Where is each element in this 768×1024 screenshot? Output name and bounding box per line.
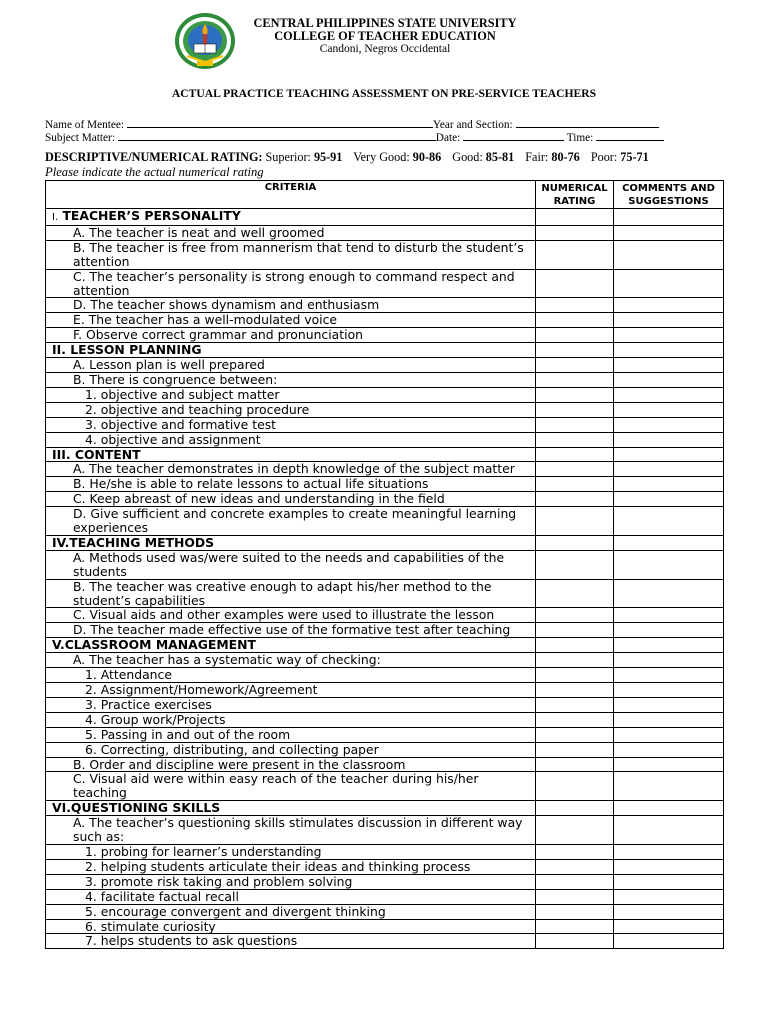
section-title-text: VI.QUESTIONING SKILLS <box>52 800 221 816</box>
numerical-rating-cell[interactable] <box>536 919 614 934</box>
criterion-text <box>46 934 536 949</box>
section-title-text: II. LESSON PLANNING <box>52 342 202 358</box>
comments-cell[interactable] <box>614 417 724 432</box>
criteria-row <box>46 477 724 492</box>
comments-cell[interactable] <box>614 387 724 402</box>
comments-cell[interactable] <box>614 874 724 889</box>
criterion-label: 3. Practice exercises <box>85 696 212 712</box>
criterion-label: D. The teacher made effective use of the formative test after teaching <box>73 622 511 638</box>
criterion-label: 5. encourage convergent and divergent thinking <box>85 903 386 919</box>
criterion-label: B. He/she is able to relate lessons to actual life situations <box>73 476 429 492</box>
criteria-row <box>46 904 724 919</box>
rating-poor-range: 75-71 <box>620 150 649 164</box>
comments-cell[interactable] <box>614 919 724 934</box>
criterion-label: A. The teacher is neat and well groomed <box>73 224 325 240</box>
criterion-label: A. The teacher demonstrates in depth knowledge of the subject matter <box>73 461 515 477</box>
criteria-row <box>46 387 724 402</box>
criterion-label: D. Give sufficient and concrete examples to create meaningful learning experiences <box>73 506 517 536</box>
criteria-row <box>46 772 724 801</box>
criteria-row <box>46 919 724 934</box>
campus-location: Candoni, Negros Occidental <box>319 43 451 55</box>
comments-cell[interactable] <box>614 712 724 727</box>
comments-cell[interactable] <box>614 358 724 373</box>
criterion-text <box>46 772 536 801</box>
criteria-row <box>46 432 724 447</box>
numerical-rating-cell[interactable] <box>536 623 614 638</box>
criteria-row <box>46 623 724 638</box>
criteria-row <box>46 608 724 623</box>
numerical-rating-cell[interactable] <box>536 343 614 358</box>
comments-cell[interactable] <box>614 801 724 816</box>
criteria-row <box>46 697 724 712</box>
criterion-label: 2. helping students articulate their ideas and thinking process <box>85 858 471 874</box>
section-header-row <box>46 801 724 816</box>
criterion-text <box>46 816 536 845</box>
rating-scale-label: DESCRIPTIVE/NUMERICAL RATING: <box>45 150 263 164</box>
college-name: COLLEGE OF TEACHER EDUCATION <box>274 29 496 43</box>
criteria-row <box>46 727 724 742</box>
numerical-rating-cell[interactable] <box>536 462 614 477</box>
comments-cell[interactable] <box>614 816 724 845</box>
comments-cell[interactable] <box>614 844 724 859</box>
numerical-rating-cell[interactable] <box>536 934 614 949</box>
criterion-label: 5. Passing in and out of the room <box>85 726 291 742</box>
year-section-blank[interactable] <box>516 118 659 128</box>
numerical-rating-cell[interactable] <box>536 492 614 507</box>
comments-cell[interactable] <box>614 209 724 226</box>
comments-cell[interactable] <box>614 240 724 269</box>
criterion-text <box>46 269 536 298</box>
criteria-row <box>46 372 724 387</box>
numerical-rating-cell[interactable] <box>536 757 614 772</box>
section-title <box>46 535 536 550</box>
comments-cell[interactable] <box>614 269 724 298</box>
criterion-label: A. The teacher’s questioning skills stimulates discussion in different way such as: <box>73 815 523 845</box>
comments-cell[interactable] <box>614 313 724 328</box>
section-title <box>46 801 536 816</box>
section-title <box>46 343 536 358</box>
numerical-rating-cell[interactable] <box>536 697 614 712</box>
comments-cell[interactable] <box>614 668 724 683</box>
numerical-rating-cell[interactable] <box>536 874 614 889</box>
comments-cell[interactable] <box>614 727 724 742</box>
section-header-row <box>46 209 724 226</box>
subject-field-row <box>45 131 664 144</box>
comments-cell[interactable] <box>614 608 724 623</box>
numerical-rating-cell[interactable] <box>536 225 614 240</box>
criteria-row <box>46 269 724 298</box>
date-label: Date: <box>435 132 461 144</box>
numerical-rating-cell[interactable] <box>536 402 614 417</box>
criteria-row <box>46 328 724 343</box>
criterion-text <box>46 653 536 668</box>
section-title-text: TEACHER’S PERSONALITY <box>58 208 241 223</box>
comments-cell[interactable] <box>614 343 724 358</box>
comments-cell[interactable] <box>614 447 724 462</box>
section-title-text: III. CONTENT <box>52 446 141 462</box>
comments-cell[interactable] <box>614 742 724 757</box>
section-title-text: IV.TEACHING METHODS <box>52 534 215 550</box>
criterion-text <box>46 225 536 240</box>
criteria-row <box>46 742 724 757</box>
section-header-row <box>46 447 724 462</box>
comments-cell[interactable] <box>614 757 724 772</box>
comments-cell[interactable] <box>614 372 724 387</box>
criterion-text <box>46 298 536 313</box>
criteria-row <box>46 298 724 313</box>
numerical-rating-cell[interactable] <box>536 608 614 623</box>
criterion-text <box>46 859 536 874</box>
criterion-label: B. The teacher is free from mannerism that tend to disturb the student’s attention <box>73 239 524 269</box>
comments-cell[interactable] <box>614 889 724 904</box>
date-blank[interactable] <box>463 131 564 141</box>
criterion-text <box>46 477 536 492</box>
criteria-row <box>46 579 724 608</box>
criterion-text <box>46 727 536 742</box>
criterion-label: 6. stimulate curiosity <box>85 918 216 934</box>
comments-cell[interactable] <box>614 432 724 447</box>
numerical-rating-cell[interactable] <box>536 477 614 492</box>
criterion-text <box>46 462 536 477</box>
numerical-rating-cell[interactable] <box>536 844 614 859</box>
criterion-text <box>46 372 536 387</box>
comments-column-header <box>614 181 724 209</box>
criterion-text <box>46 417 536 432</box>
mentee-field-row <box>45 118 659 131</box>
numerical-rating-cell[interactable] <box>536 638 614 653</box>
rating-instruction: Please indicate the actual numerical rating <box>45 165 264 179</box>
comments-cell[interactable] <box>614 328 724 343</box>
numerical-rating-cell[interactable] <box>536 417 614 432</box>
rating-superior-range: 95-91 <box>313 150 343 164</box>
rating-fair-range: 80-76 <box>551 150 580 164</box>
numerical-rating-cell[interactable] <box>536 328 614 343</box>
section-title-text: V.CLASSROOM MANAGEMENT <box>52 637 256 653</box>
comments-cell[interactable] <box>614 934 724 949</box>
criterion-text <box>46 904 536 919</box>
criteria-row <box>46 240 724 269</box>
numerical-rating-cell[interactable] <box>536 801 614 816</box>
criteria-row <box>46 816 724 845</box>
rating-superior-label: Superior: <box>265 150 311 164</box>
numerical-rating-cell[interactable] <box>536 727 614 742</box>
rating-fair-label: Fair: <box>525 150 549 164</box>
numerical-rating-cell[interactable] <box>536 358 614 373</box>
numerical-rating-cell[interactable] <box>536 209 614 226</box>
criteria-row <box>46 859 724 874</box>
year-section-label: Year and Section: <box>432 119 513 131</box>
criterion-label: 1. Attendance <box>85 667 172 683</box>
table-header-row <box>46 181 724 209</box>
rating-very-good-label: Very Good: <box>353 150 410 164</box>
comments-cell[interactable] <box>614 904 724 919</box>
numerical-rating-header-line2: RATING <box>553 195 596 207</box>
mentee-blank[interactable] <box>127 118 433 128</box>
criterion-text <box>46 742 536 757</box>
criterion-label: 1. probing for learner’s understanding <box>85 843 322 859</box>
criterion-text <box>46 844 536 859</box>
criteria-table-body <box>46 209 724 949</box>
numerical-rating-cell[interactable] <box>536 313 614 328</box>
comments-cell[interactable] <box>614 683 724 698</box>
numerical-rating-cell[interactable] <box>536 816 614 845</box>
criteria-row <box>46 417 724 432</box>
criteria-row <box>46 358 724 373</box>
mentee-label: Name of Mentee: <box>45 119 125 131</box>
criteria-column-header: CRITERIA <box>46 181 536 209</box>
criterion-label: 4. Group work/Projects <box>85 711 226 727</box>
criteria-row <box>46 757 724 772</box>
criterion-text <box>46 328 536 343</box>
section-header-row <box>46 535 724 550</box>
numerical-rating-cell[interactable] <box>536 372 614 387</box>
criteria-table <box>45 180 724 949</box>
criteria-row <box>46 507 724 536</box>
criterion-text <box>46 492 536 507</box>
comments-cell[interactable] <box>614 492 724 507</box>
comments-cell[interactable] <box>614 402 724 417</box>
numerical-rating-header-line1: NUMERICAL <box>541 182 608 194</box>
comments-cell[interactable] <box>614 772 724 801</box>
criteria-row <box>46 668 724 683</box>
criterion-label: F. Observe correct grammar and pronunciation <box>73 327 363 343</box>
section-number: I. <box>52 212 59 223</box>
section-title <box>46 209 536 226</box>
criterion-label: 6. Correcting, distributing, and collecting paper <box>85 741 379 757</box>
comments-cell[interactable] <box>614 462 724 477</box>
criterion-text <box>46 387 536 402</box>
time-blank[interactable] <box>596 131 664 141</box>
criterion-label: 3. promote risk taking and problem solving <box>85 873 353 889</box>
rating-good-range: 85-81 <box>485 150 515 164</box>
rating-good-label: Good: <box>452 150 483 164</box>
criterion-text <box>46 668 536 683</box>
numerical-rating-cell[interactable] <box>536 432 614 447</box>
document-title: ACTUAL PRACTICE TEACHING ASSESSMENT ON PRE-SERVICE TEACHERS <box>171 87 597 100</box>
criterion-text <box>46 507 536 536</box>
criterion-text <box>46 683 536 698</box>
section-title <box>46 638 536 653</box>
comments-cell[interactable] <box>614 477 724 492</box>
numerical-rating-cell[interactable] <box>536 653 614 668</box>
numerical-rating-cell[interactable] <box>536 742 614 757</box>
criterion-text <box>46 919 536 934</box>
numerical-rating-cell[interactable] <box>536 535 614 550</box>
criterion-text <box>46 608 536 623</box>
comments-header-line2: SUGGESTIONS <box>628 195 709 207</box>
criterion-label: 2. Assignment/Homework/Agreement <box>85 682 318 697</box>
criteria-row <box>46 225 724 240</box>
university-name: CENTRAL PHILIPPINES STATE UNIVERSITY <box>253 16 517 30</box>
criterion-label: C. Keep abreast of new ideas and understanding in the field <box>73 491 445 507</box>
numerical-rating-cell[interactable] <box>536 447 614 462</box>
criterion-text <box>46 757 536 772</box>
comments-cell[interactable] <box>614 298 724 313</box>
criteria-row <box>46 874 724 889</box>
criterion-text <box>46 432 536 447</box>
criteria-row <box>46 313 724 328</box>
numerical-rating-cell[interactable] <box>536 712 614 727</box>
comments-cell[interactable] <box>614 535 724 550</box>
numerical-rating-cell[interactable] <box>536 579 614 608</box>
time-label: Time: <box>566 132 594 144</box>
criteria-row <box>46 550 724 579</box>
criterion-label: B. There is congruence between: <box>73 371 278 387</box>
numerical-rating-cell[interactable] <box>536 772 614 801</box>
numerical-rating-cell[interactable] <box>536 387 614 402</box>
comments-cell[interactable] <box>614 225 724 240</box>
criterion-text <box>46 313 536 328</box>
comments-cell[interactable] <box>614 579 724 608</box>
numerical-rating-cell[interactable] <box>536 507 614 536</box>
criterion-label: A. The teacher has a systematic way of checking: <box>73 652 381 668</box>
criteria-row <box>46 844 724 859</box>
comments-cell[interactable] <box>614 550 724 579</box>
numerical-rating-cell[interactable] <box>536 668 614 683</box>
numerical-rating-cell[interactable] <box>536 683 614 698</box>
criterion-label: 1. objective and subject matter <box>85 386 280 402</box>
numerical-rating-cell[interactable] <box>536 889 614 904</box>
comments-header-line1: COMMENTS AND <box>622 182 715 194</box>
numerical-rating-cell[interactable] <box>536 298 614 313</box>
criterion-text <box>46 697 536 712</box>
criterion-text <box>46 579 536 608</box>
criterion-label: 2. objective and teaching procedure <box>85 401 310 417</box>
section-header-row <box>46 638 724 653</box>
numerical-rating-cell[interactable] <box>536 269 614 298</box>
criteria-row <box>46 712 724 727</box>
numerical-rating-cell[interactable] <box>536 904 614 919</box>
subject-label: Subject Matter: <box>45 132 115 144</box>
university-header <box>200 17 570 56</box>
comments-cell[interactable] <box>614 697 724 712</box>
criteria-row <box>46 683 724 698</box>
criterion-label: B. The teacher was creative enough to adapt his/her method to the student’s capabilities <box>73 578 492 608</box>
criteria-row <box>46 889 724 904</box>
criterion-text <box>46 402 536 417</box>
comments-cell[interactable] <box>614 859 724 874</box>
criterion-label: C. Visual aid were within easy reach of the teacher during his/her teaching <box>73 771 479 801</box>
comments-cell[interactable] <box>614 623 724 638</box>
criterion-label: C. The teacher’s personality is strong enough to command respect and attention <box>73 268 515 298</box>
criteria-row <box>46 402 724 417</box>
criterion-label: 4. objective and assignment <box>85 431 261 447</box>
section-header-row <box>46 343 724 358</box>
numerical-rating-cell[interactable] <box>536 550 614 579</box>
comments-cell[interactable] <box>614 653 724 668</box>
criteria-row <box>46 934 724 949</box>
rating-scale <box>45 150 649 165</box>
criterion-text <box>46 240 536 269</box>
criteria-row <box>46 462 724 477</box>
criterion-text <box>46 712 536 727</box>
criterion-label: B. Order and discipline were present in the classroom <box>73 756 406 772</box>
rating-very-good-range: 90-86 <box>412 150 442 164</box>
comments-cell[interactable] <box>614 638 724 653</box>
criterion-label: A. Lesson plan is well prepared <box>73 357 265 373</box>
criterion-text <box>46 623 536 638</box>
criterion-label: 3. objective and formative test <box>85 416 277 432</box>
criterion-label: E. The teacher has a well-modulated voice <box>73 312 338 328</box>
criterion-text <box>46 358 536 373</box>
criteria-row <box>46 492 724 507</box>
criteria-row <box>46 653 724 668</box>
criterion-text <box>46 874 536 889</box>
rating-poor-label: Poor: <box>590 150 618 164</box>
criterion-text <box>46 550 536 579</box>
criterion-label: A. Methods used was/were suited to the needs and capabilities of the students <box>73 549 505 579</box>
section-title <box>46 447 536 462</box>
criterion-label: D. The teacher shows dynamism and enthusiasm <box>73 297 380 313</box>
criterion-text <box>46 889 536 904</box>
subject-blank[interactable] <box>118 131 436 141</box>
comments-cell[interactable] <box>614 507 724 536</box>
criterion-label: 4. facilitate factual recall <box>85 888 239 904</box>
criterion-label: 7. helps students to ask questions <box>85 933 298 949</box>
numerical-rating-cell[interactable] <box>536 859 614 874</box>
criterion-label: C. Visual aids and other examples were used to illustrate the lesson <box>73 607 495 623</box>
numerical-rating-column-header <box>536 181 614 209</box>
numerical-rating-cell[interactable] <box>536 240 614 269</box>
